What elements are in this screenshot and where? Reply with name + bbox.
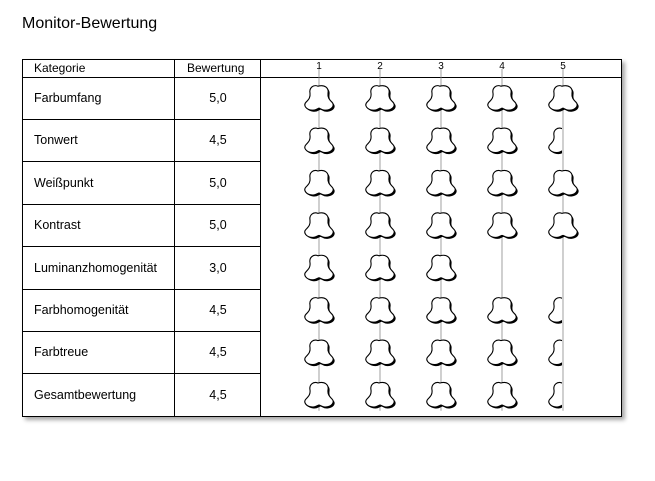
rating-mark: [366, 255, 396, 281]
rating-mark: [366, 128, 396, 154]
table-row: [23, 77, 261, 120]
rating-mark: [549, 170, 579, 196]
rating-mark: [488, 213, 518, 239]
rating-mark: [305, 170, 335, 196]
table-row: [23, 331, 261, 374]
rating-mark: [305, 382, 335, 408]
table-row: [23, 289, 261, 332]
table-row: [23, 204, 261, 247]
rating-mark: [488, 340, 518, 366]
row-rating-value: 3,0: [209, 260, 227, 275]
row-rating-value: 4,5: [209, 345, 227, 360]
row-category: Farbumfang: [34, 91, 102, 105]
rating-mark: [488, 128, 518, 154]
rating-mark: [366, 340, 396, 366]
rating-mark: [366, 170, 396, 196]
rating-mark: [488, 298, 518, 324]
row-category: Kontrast: [34, 218, 81, 233]
scale-tick-label: 5: [560, 61, 566, 72]
rating-mark: [305, 86, 335, 112]
rating-mark: [427, 86, 457, 112]
rating-mark: [427, 128, 457, 154]
scale-tick-label: 2: [377, 61, 383, 72]
rating-mark: [427, 255, 457, 281]
row-category: Farbhomogenität: [34, 303, 129, 317]
rating-mark: [488, 382, 518, 408]
row-category: Weißpunkt: [34, 175, 94, 190]
row-rating-value: 4,5: [209, 387, 227, 402]
rating-mark: [305, 255, 335, 281]
row-rating-value: 4,5: [209, 133, 227, 148]
row-rating-value: 4,5: [209, 303, 227, 317]
rating-mark: [427, 340, 457, 366]
rating-mark: [488, 170, 518, 196]
row-rating-value: 5,0: [209, 218, 227, 233]
rating-mark: [427, 382, 457, 408]
row-category: Luminanzhomogenität: [34, 260, 157, 275]
row-category: Farbtreue: [34, 345, 89, 360]
rating-mark: [549, 213, 579, 239]
table-row: [23, 247, 261, 290]
table-row: [23, 162, 261, 205]
header-category: Kategorie: [34, 61, 86, 75]
rating-mark: [549, 86, 579, 112]
rating-table: [22, 59, 622, 417]
rating-mark: [366, 86, 396, 112]
scale-tick-label: 4: [499, 61, 505, 72]
rating-mark: [305, 213, 335, 239]
chart-title: Monitor-Bewertung: [22, 15, 158, 32]
rating-mark: [549, 382, 579, 408]
rating-mark: [427, 298, 457, 324]
rating-mark: [305, 128, 335, 154]
header-rating: Bewertung: [187, 61, 245, 75]
row-category: Gesamtbewertung: [34, 387, 137, 402]
scale-tick-label: 1: [316, 61, 322, 72]
rating-mark: [549, 340, 579, 366]
rating-chart: [260, 59, 622, 417]
rating-mark: [366, 298, 396, 324]
rating-mark: [366, 213, 396, 239]
table-row: [23, 374, 261, 416]
rating-mark: [305, 340, 335, 366]
rating-mark: [488, 86, 518, 112]
rating-mark: [427, 213, 457, 239]
rating-mark: [549, 128, 579, 154]
scale-tick-label: 3: [438, 61, 444, 72]
row-rating-value: 5,0: [209, 91, 227, 105]
rating-mark: [427, 170, 457, 196]
rating-mark: [549, 298, 579, 324]
row-category: Tonwert: [34, 133, 78, 148]
row-rating-value: 5,0: [209, 175, 227, 190]
table-row: [23, 119, 261, 162]
rating-mark: [305, 298, 335, 324]
rating-mark: [366, 382, 396, 408]
